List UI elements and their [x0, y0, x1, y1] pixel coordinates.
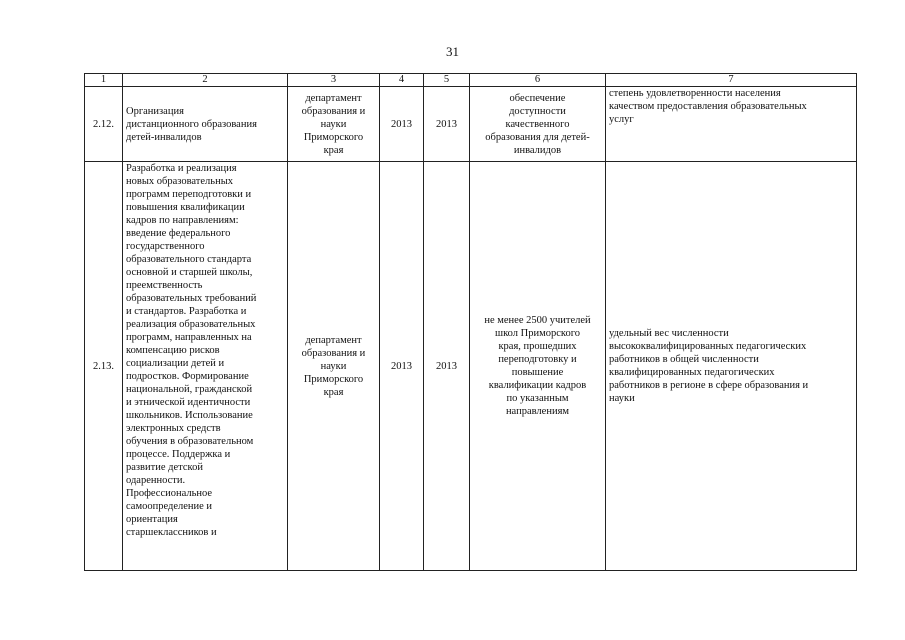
executor-line: департамент	[305, 92, 362, 104]
column-number: 6	[470, 74, 606, 87]
column-number: 3	[288, 74, 380, 87]
end-year: 2013	[424, 87, 470, 162]
activity-line: компенсацию рисков	[126, 345, 220, 356]
end-year: 2013	[424, 162, 470, 571]
activity-line: национальной, гражданской	[126, 384, 253, 395]
indicator-line: работников в регионе в сфере образования и	[609, 380, 809, 391]
activity-cell	[123, 87, 288, 162]
activity-line: Организация	[126, 105, 184, 117]
activity-line: дистанционного образования	[126, 118, 257, 130]
activity-line: подростков. Формирование	[126, 371, 249, 382]
activity-line: повышения квалификации	[126, 202, 245, 213]
column-number: 7	[606, 74, 857, 87]
executor-line: края	[323, 386, 344, 398]
executor-line: Приморского	[303, 131, 364, 143]
result-line: переподготовку и	[498, 354, 577, 365]
activity-line: программ переподготовки и	[126, 189, 252, 200]
column-number: 2	[123, 74, 288, 87]
activity-line: основной и старшей школы,	[126, 267, 253, 278]
result-line: не менее 2500 учителей	[484, 315, 591, 326]
column-number: 4	[380, 74, 424, 87]
table-row	[85, 87, 857, 162]
result-line: инвалидов	[513, 144, 562, 156]
activity-line: и стандартов. Разработка и	[126, 306, 247, 317]
activity-line: преемственность	[126, 280, 203, 291]
indicator-line: высококвалифицированных педагогических	[609, 341, 807, 352]
executor-line: образования и	[301, 347, 366, 359]
indicator-cell	[606, 87, 857, 162]
row-number: 2.12.	[85, 87, 123, 162]
activity-line: образовательных требований	[126, 293, 257, 304]
activity-line: Профессиональное	[126, 488, 213, 499]
indicator-cell	[606, 162, 857, 571]
activity-line: детей-инвалидов	[126, 131, 202, 143]
indicator-line: науки	[609, 393, 635, 404]
column-number: 5	[424, 74, 470, 87]
executor-line: Приморского	[303, 373, 364, 385]
activity-line: самоопределение и	[126, 501, 213, 512]
result-line: повышение	[511, 367, 564, 378]
activity-line: ориентация	[126, 514, 178, 525]
indicator-line: работников в общей численности	[609, 354, 759, 365]
table-row	[85, 162, 857, 571]
activity-line: кадров по направлениям:	[126, 215, 239, 226]
activity-line: обучения в образовательном	[126, 436, 254, 447]
indicator-line: услуг	[609, 114, 634, 125]
executor-cell	[288, 87, 380, 162]
indicator-line: степень удовлетворенности населения	[609, 88, 781, 99]
result-line: школ Приморского	[495, 328, 580, 339]
activity-line: новых образовательных	[126, 176, 234, 187]
result-line: доступности	[509, 105, 566, 117]
result-line: качественного	[505, 118, 570, 130]
start-year: 2013	[380, 87, 424, 162]
activity-line: одаренности.	[126, 475, 186, 486]
result-cell	[470, 162, 606, 571]
activity-line: развитие детской	[126, 462, 203, 473]
executor-line: науки	[320, 360, 347, 372]
executor-cell	[288, 162, 380, 571]
start-year: 2013	[380, 162, 424, 571]
executor-line: науки	[320, 118, 347, 130]
result-line: квалификации кадров	[488, 380, 587, 391]
indicator-line: квалифицированных педагогических	[609, 367, 775, 378]
executor-line: образования и	[301, 105, 366, 117]
activity-line: государственного	[126, 241, 205, 252]
activity-line: введение федерального	[126, 228, 231, 239]
result-line: края, прошедших	[498, 341, 577, 352]
indicator-line: удельный вес численности	[609, 328, 729, 339]
activity-line: и этнической идентичности	[126, 397, 251, 408]
result-line: по указанным	[506, 393, 569, 404]
executor-line: департамент	[305, 334, 362, 346]
row-number: 2.13.	[85, 162, 123, 571]
column-number-row	[85, 74, 857, 87]
activity-line: старшеклассников и	[126, 527, 217, 538]
activity-line: образовательного стандарта	[126, 254, 252, 265]
result-line: обеспечение	[509, 92, 566, 104]
page-number: 31	[446, 44, 459, 59]
activity-line: социализации детей и	[126, 358, 225, 369]
program-table	[84, 73, 857, 571]
activity-line: Разработка и реализация	[126, 163, 237, 174]
executor-line: края	[323, 144, 344, 156]
activity-line: программ, направленных на	[126, 332, 252, 343]
activity-line: реализация образовательных	[126, 319, 256, 330]
result-line: направлениям	[505, 406, 570, 417]
result-line: образования для детей-	[485, 131, 590, 143]
indicator-line: качеством предоставления образовательных	[609, 101, 807, 112]
activity-line: электронных средств	[126, 423, 221, 434]
activity-cell	[123, 162, 288, 571]
result-cell	[470, 87, 606, 162]
activity-line: школьников. Использование	[126, 410, 253, 421]
activity-line: процессе. Поддержка и	[126, 449, 231, 460]
column-number: 1	[85, 74, 123, 87]
